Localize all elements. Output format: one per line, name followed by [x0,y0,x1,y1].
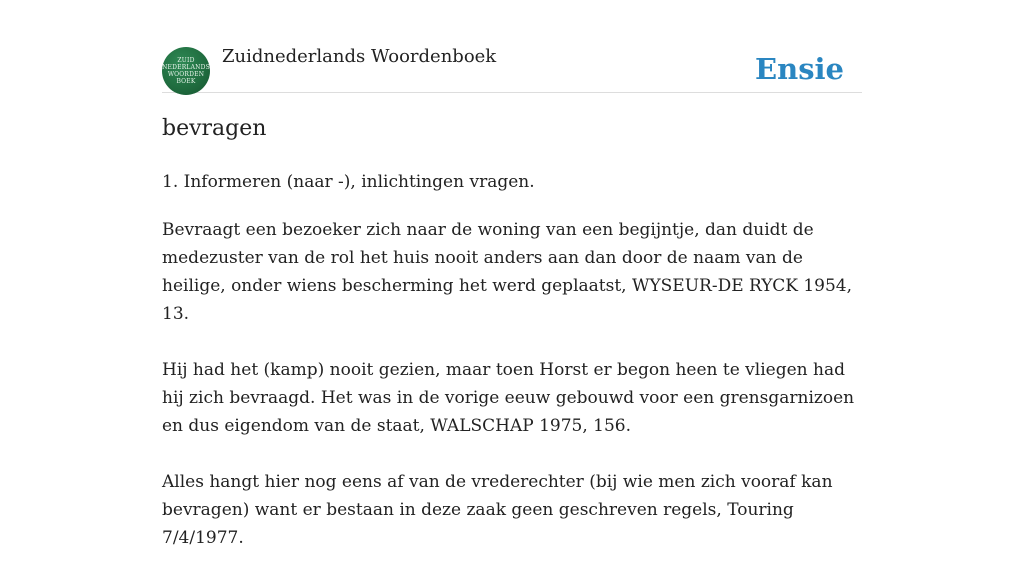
citation: Hij had het (kamp) nooit gezien, maar toen Horst er begon heen te vliegen had hij zich bevraagd. Het was in de vorige eeuw gebouwd voor een grensgarnizoen en dus eigendom van de staat, WALSCHAP 1975, 156. [162,360,855,436]
logo-line: NEDERLANDS [162,64,210,71]
dictionary-logo[interactable] [162,47,210,95]
citation: Bevraagt een bezoeker zich naar de woning van een begijntje, dan duidt de medezuster van de rol het huis nooit anders aan dan door de naam van de heilige, onder wiens bescherming het werd geplaatst, WYSEUR-DE RYCK 1954, 13. [162,220,853,324]
ensie-brand-link[interactable]: Ensie [755,52,844,86]
page-container [162,0,862,548]
logo-line: ZUID [177,57,195,64]
header [162,0,862,93]
citation-list [162,216,862,580]
logo-line: BOEK [176,78,196,85]
headword: bevragen [162,116,267,141]
site-title[interactable]: Zuidnederlands Woordenboek [222,46,497,67]
definition: 1. Informeren (naar -), inlichtingen vragen. [162,172,535,192]
citation: Alles hangt hier nog eens af van de vrederechter (bij wie men zich vooraf kan bevragen) want er bestaan in deze zaak geen geschreven regels, Touring 7/4/1977. [162,472,833,548]
logo-line: WOORDEN [167,71,205,78]
